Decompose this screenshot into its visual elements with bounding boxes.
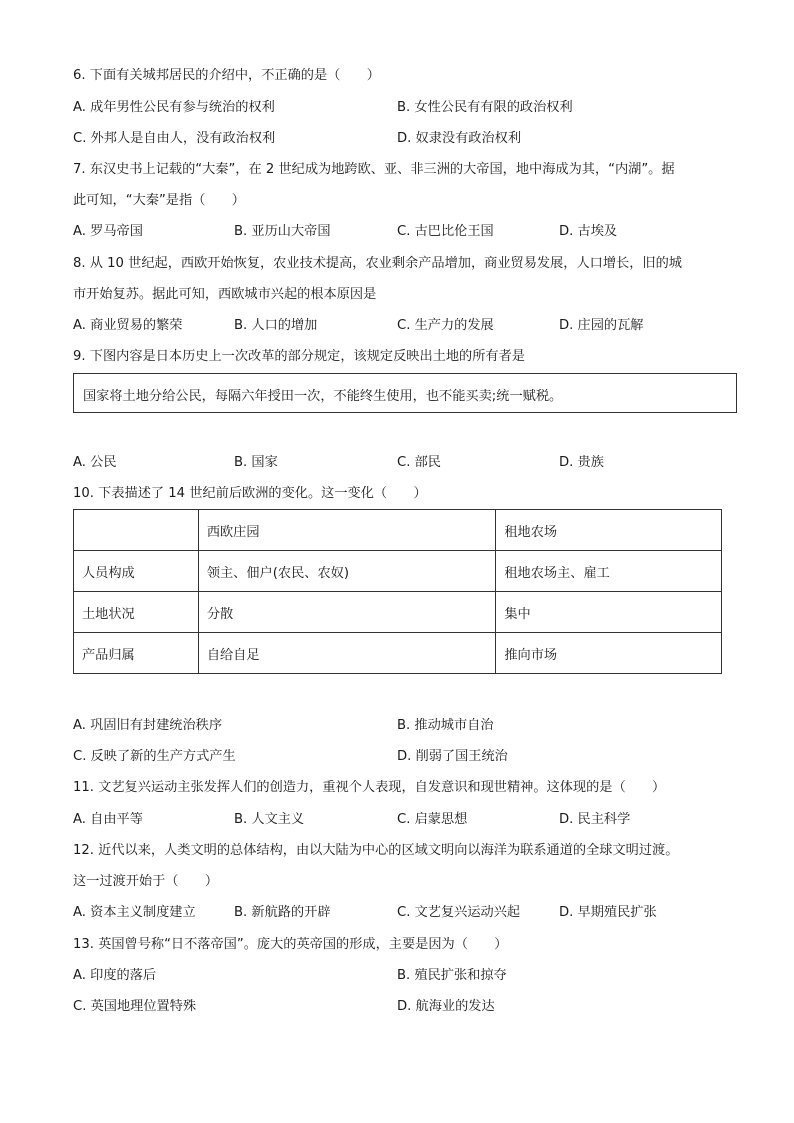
q8-option-c: C. 生产力的发展 <box>397 318 494 333</box>
question-12-stem-line1: 12. 近代以来，人类文明的总体结构，由以大陆为中心的区域文明向以海洋为联系通道的全球文明过渡。 <box>73 843 679 858</box>
q10-option-c: C. 反映了新的生产方式产生 <box>73 749 236 764</box>
q12-option-b: B. 新航路的开辟 <box>234 905 331 920</box>
q13-option-c: C. 英国地理位置特殊 <box>73 999 197 1014</box>
q6-option-c: C. 外邦人是自由人，没有政治权利 <box>73 131 276 146</box>
q9-option-b: B. 国家 <box>234 455 278 470</box>
question-13-stem: 13. 英国曾号称“日不落帝国”。庞大的英帝国的形成，主要是因为（ ） <box>73 937 508 952</box>
q11-option-d: D. 民主科学 <box>559 812 631 827</box>
table-cell: 产品归属 <box>74 633 199 674</box>
table-cell: 人员构成 <box>74 551 199 592</box>
q7-option-d: D. 古埃及 <box>559 224 618 239</box>
question-12-stem-line2: 这一过渡开始于（ ） <box>73 874 219 889</box>
q7-option-a: A. 罗马帝国 <box>73 224 143 239</box>
q6-option-b: B. 女性公民有有限的政治权利 <box>397 100 573 115</box>
table-cell: 领主、佃户(农民、农奴) <box>198 551 496 592</box>
q12-option-d: D. 早期殖民扩张 <box>559 905 657 920</box>
q9-option-a: A. 公民 <box>73 455 117 470</box>
question-11-stem: 11. 文艺复兴运动主张发挥人们的创造力，重视个人表现，自发意识和现世精神。这体现的是（ ） <box>73 780 666 795</box>
q12-option-c: C. 文艺复兴运动兴起 <box>397 905 521 920</box>
table-cell: 自给自足 <box>198 633 496 674</box>
q9-material-text: 国家将土地分给公民，每隔六年授田一次，不能终生使用，也不能买卖;统一赋税。 <box>83 389 563 404</box>
q13-option-b: B. 殖民扩张和掠夺 <box>397 968 507 983</box>
question-6-stem: 6. 下面有关城邦居民的介绍中，不正确的是（ ） <box>73 68 380 83</box>
q8-option-b: B. 人口的增加 <box>234 318 318 333</box>
table-cell: 土地状况 <box>74 592 199 633</box>
q6-option-d: D. 奴隶没有政治权利 <box>397 131 522 146</box>
question-7-stem-line2: 此可知，“大秦”是指（ ） <box>73 193 245 208</box>
q10-comparison-table <box>73 509 722 674</box>
table-row <box>74 551 722 592</box>
q10-option-d: D. 削弱了国王统治 <box>397 749 508 764</box>
q9-option-d: D. 贵族 <box>559 455 604 470</box>
table-header-cell <box>74 510 199 551</box>
question-8-stem-line2: 市开始复苏。据此可知，西欧城市兴起的根本原因是 <box>73 287 377 302</box>
table-row <box>74 592 722 633</box>
q7-option-b: B. 亚历山大帝国 <box>234 224 331 239</box>
question-10-stem: 10. 下表描述了 14 世纪前后欧洲的变化。这一变化（ ） <box>73 486 427 501</box>
question-8-stem-line1: 8. 从 10 世纪起，西欧开始恢复，农业技术提高，农业剩余产品增加，商业贸易发展，人口增长，旧的城 <box>73 256 682 271</box>
q8-option-a: A. 商业贸易的繁荣 <box>73 318 183 333</box>
table-cell: 租地农场主、雇工 <box>496 551 722 592</box>
table-header-cell: 租地农场 <box>496 510 722 551</box>
table-row <box>74 633 722 674</box>
q12-option-a: A. 资本主义制度建立 <box>73 905 196 920</box>
q7-option-c: C. 古巴比伦王国 <box>397 224 494 239</box>
q13-option-a: A. 印度的落后 <box>73 968 157 983</box>
q6-option-a: A. 成年男性公民有参与统治的权利 <box>73 100 275 115</box>
q10-option-b: B. 推动城市自治 <box>397 718 494 733</box>
question-9-stem: 9. 下图内容是日本历史上一次改革的部分规定，该规定反映出土地的所有者是 <box>73 349 525 364</box>
table-header-row <box>74 510 722 551</box>
q11-option-c: C. 启蒙思想 <box>397 812 468 827</box>
q8-option-d: D. 庄园的瓦解 <box>559 318 644 333</box>
table-cell: 推向市场 <box>496 633 722 674</box>
q9-material-box <box>73 373 737 413</box>
q11-option-b: B. 人文主义 <box>234 812 305 827</box>
question-7-stem-line1: 7. 东汉史书上记载的“大秦”，在 2 世纪成为地跨欧、亚、非三洲的大帝国，地中海成为其，“内湖”。据 <box>73 162 675 177</box>
q13-option-d: D. 航海业的发达 <box>397 999 495 1014</box>
q9-option-c: C. 部民 <box>397 455 441 470</box>
table-cell: 集中 <box>496 592 722 633</box>
table-cell: 分散 <box>198 592 496 633</box>
table-header-cell: 西欧庄园 <box>198 510 496 551</box>
q10-option-a: A. 巩固旧有封建统治秩序 <box>73 718 223 733</box>
q11-option-a: A. 自由平等 <box>73 812 143 827</box>
